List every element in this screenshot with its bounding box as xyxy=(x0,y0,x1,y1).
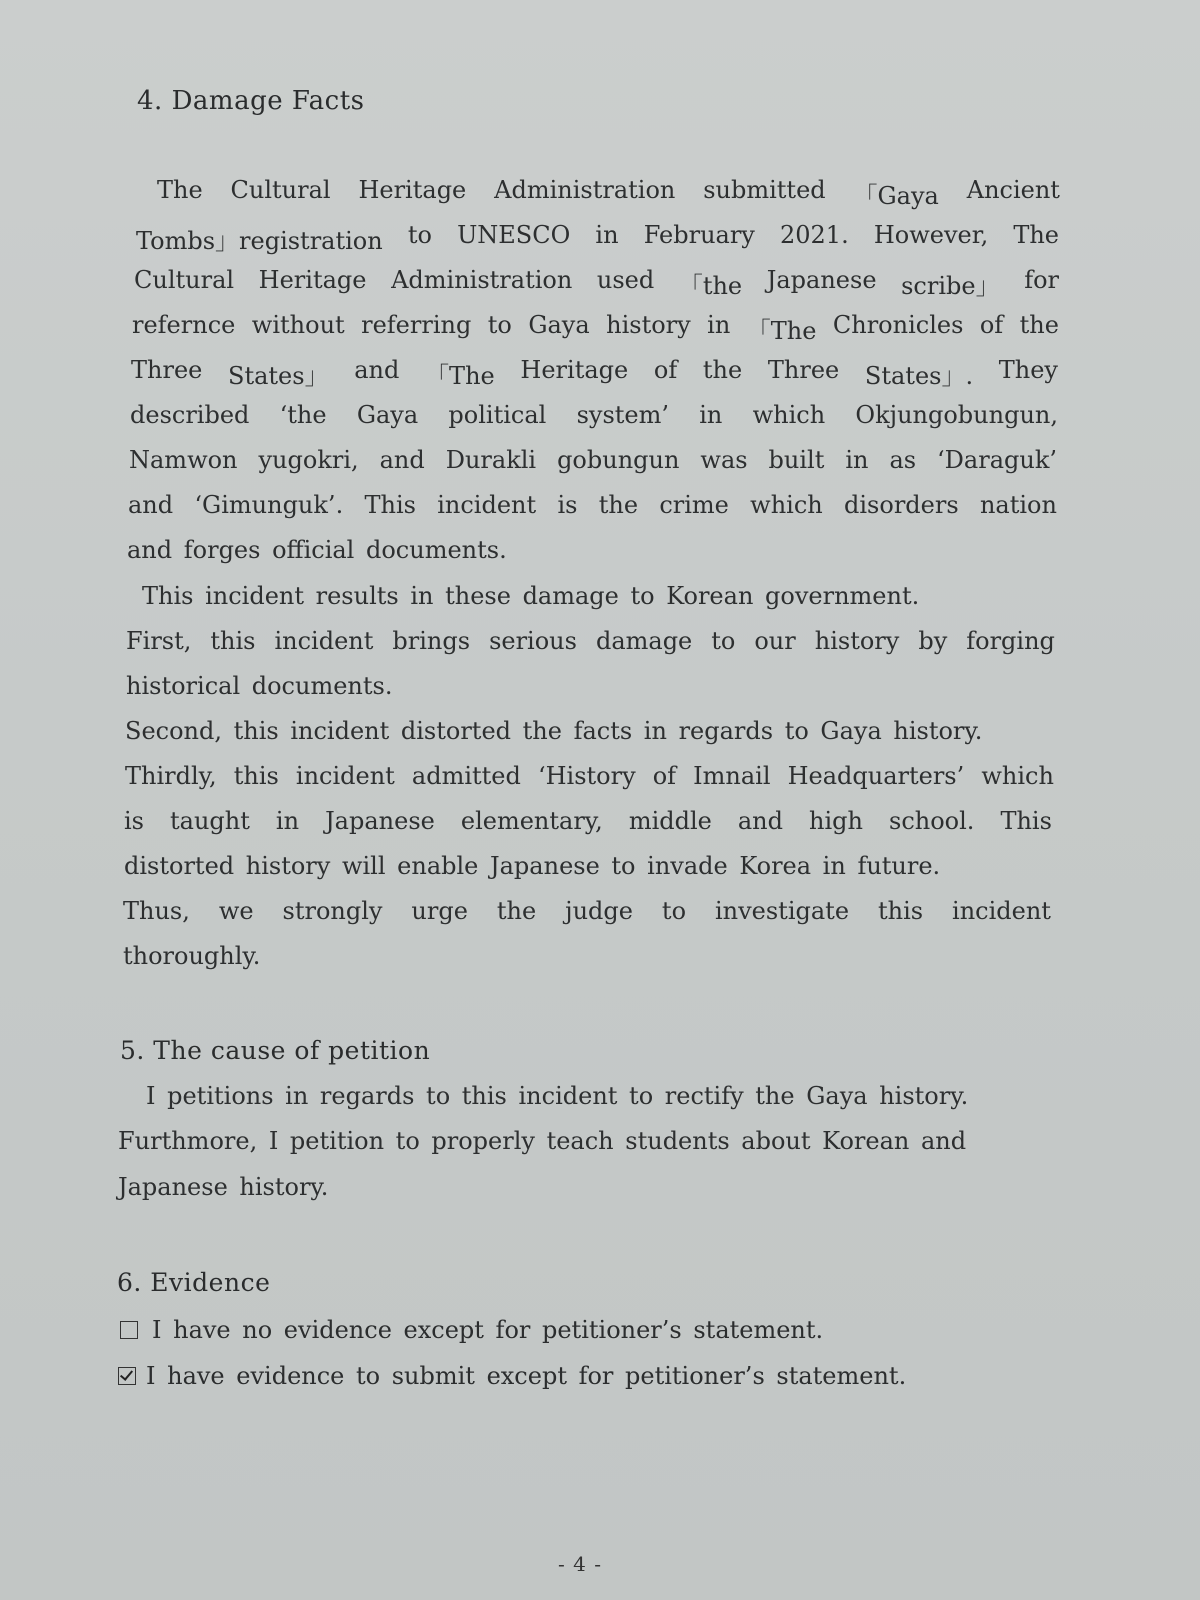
word: 2021. xyxy=(780,221,849,249)
word: Japanese xyxy=(325,807,435,835)
word: Japanese xyxy=(766,266,877,294)
word: this xyxy=(877,897,924,925)
paragraph-line xyxy=(131,356,1058,391)
evidence-option-label: I have evidence to submit except for petitioner’s statement. xyxy=(146,1362,907,1390)
word: submitted xyxy=(703,176,826,204)
paragraph-line: Second, this incident distorted the facts in regards to Gaya history. xyxy=(125,717,983,745)
word: used xyxy=(596,266,655,294)
word: UNESCO xyxy=(457,221,571,249)
word: described xyxy=(130,401,250,429)
section-4-heading: 4. Damage Facts xyxy=(137,86,365,116)
word: The xyxy=(1013,221,1059,249)
word: Gaya xyxy=(528,311,590,339)
word: crime xyxy=(659,491,729,519)
word: history xyxy=(606,311,691,339)
paragraph-line xyxy=(136,221,1059,256)
evidence-option-none[interactable] xyxy=(120,1316,823,1344)
word: in xyxy=(699,401,723,429)
word: Three xyxy=(131,356,203,384)
word: Three xyxy=(767,356,840,384)
word: is xyxy=(557,491,578,519)
word: Namwon xyxy=(129,446,238,474)
word: high xyxy=(809,807,863,835)
word: we xyxy=(218,897,254,925)
word: which xyxy=(750,491,823,519)
word: was xyxy=(700,446,748,474)
word: Tombs」registration xyxy=(136,227,383,255)
word: which xyxy=(981,762,1054,790)
word: Cultural xyxy=(230,176,331,204)
word: yugokri, xyxy=(258,446,359,474)
paragraph-line xyxy=(126,627,1055,655)
paragraph-line: I petitions in regards to this incident to rectify the Gaya history. xyxy=(146,1082,969,1110)
word: to xyxy=(487,311,512,339)
word: incident xyxy=(274,627,374,655)
word: of xyxy=(979,311,1004,339)
word: They xyxy=(998,356,1058,384)
word: in xyxy=(595,221,619,249)
word: incident xyxy=(295,762,395,790)
paragraph-line xyxy=(124,807,1052,835)
page-number: - 4 - xyxy=(558,1552,602,1576)
checkbox-checked-icon[interactable] xyxy=(118,1367,136,1385)
word: Administration xyxy=(391,266,573,294)
word: in xyxy=(707,311,731,339)
word: 「The xyxy=(746,317,817,345)
word: ‘Gimunguk’. xyxy=(194,491,344,519)
word: and xyxy=(737,807,784,835)
word: brings xyxy=(392,627,471,655)
word: history xyxy=(814,627,900,655)
word: in xyxy=(845,446,869,474)
word: as xyxy=(889,446,917,474)
paragraph-line xyxy=(134,266,1059,301)
word: built xyxy=(768,446,825,474)
word: First, xyxy=(126,627,192,655)
word: school. xyxy=(889,807,975,835)
word: elementary, xyxy=(460,807,603,835)
word: to xyxy=(661,897,687,925)
word: Thirdly, xyxy=(125,762,217,790)
word: Ancient xyxy=(966,176,1060,204)
word: which xyxy=(752,401,826,429)
word: Imnail xyxy=(693,762,771,790)
word: is xyxy=(124,807,144,835)
word: and xyxy=(354,356,400,384)
word: of xyxy=(652,762,677,790)
word: 「Gaya xyxy=(853,182,939,210)
paragraph-line xyxy=(130,401,1058,429)
paragraph-line: This incident results in these damage to Korean government. xyxy=(142,582,920,610)
word: Chronicles xyxy=(832,311,964,339)
word: and xyxy=(379,446,425,474)
word: by xyxy=(918,627,948,655)
word: and xyxy=(128,491,174,519)
word: middle xyxy=(628,807,712,835)
word: Administration xyxy=(494,176,676,204)
word: refernce xyxy=(132,311,236,339)
word: serious xyxy=(489,627,577,655)
word: ‘History xyxy=(537,762,636,790)
word: 「The xyxy=(425,362,495,390)
paragraph-line xyxy=(129,446,1057,474)
paragraph-line: Japanese history. xyxy=(118,1173,329,1201)
word: damage xyxy=(595,627,693,655)
word: system’ xyxy=(576,401,669,429)
word: referring xyxy=(361,311,472,339)
word: This xyxy=(1000,807,1052,835)
word: this xyxy=(233,762,279,790)
word: taught xyxy=(170,807,250,835)
word: ‘the xyxy=(279,401,327,429)
word: without xyxy=(251,311,345,339)
word: incident xyxy=(437,491,537,519)
word: our xyxy=(754,627,796,655)
word: scribe」 xyxy=(901,272,1000,300)
word: Gaya xyxy=(356,401,419,429)
word: This xyxy=(364,491,416,519)
paragraph-line: thoroughly. xyxy=(123,942,261,970)
paragraph-line xyxy=(125,762,1054,790)
word: Okjungobungun, xyxy=(855,401,1058,429)
evidence-option-submit[interactable] xyxy=(118,1362,906,1390)
word: gobungun xyxy=(557,446,680,474)
word: the xyxy=(702,356,743,384)
word: Durakli xyxy=(445,446,537,474)
paragraph-line xyxy=(123,897,1051,925)
paragraph-line xyxy=(128,491,1057,519)
word: ‘Daraguk’ xyxy=(937,446,1057,474)
word: States」 xyxy=(228,362,329,390)
word: February xyxy=(643,221,755,249)
paragraph-line: distorted history will enable Japanese to invade Korea in future. xyxy=(124,852,941,880)
word: the xyxy=(1019,311,1059,339)
word: in xyxy=(275,807,300,835)
word: Heritage xyxy=(258,266,367,294)
word: strongly xyxy=(282,897,383,925)
word: forging xyxy=(966,627,1055,655)
word: 「the xyxy=(678,272,743,300)
section-6-heading: 6. Evidence xyxy=(117,1268,271,1297)
word: Thus, xyxy=(123,897,190,925)
word: States」. xyxy=(864,362,974,390)
paragraph-line: and forges official documents. xyxy=(127,536,507,564)
word: incident xyxy=(952,897,1051,925)
word: the xyxy=(496,897,537,925)
word: Heritage xyxy=(520,356,629,384)
paragraph-line xyxy=(157,176,1060,211)
paragraph-line: Furthmore, I petition to properly teach students about Korean and xyxy=(118,1127,967,1155)
word: investigate xyxy=(714,897,850,925)
word: judge xyxy=(565,897,633,925)
paragraph-line xyxy=(132,311,1059,346)
paragraph-line: historical documents. xyxy=(126,672,393,700)
word: for xyxy=(1024,266,1059,294)
word: to xyxy=(711,627,736,655)
word: Heritage xyxy=(358,176,467,204)
word: of xyxy=(653,356,678,384)
word: However, xyxy=(873,221,989,249)
section-5-heading: 5. The cause of petition xyxy=(120,1036,431,1065)
word: political xyxy=(448,401,547,429)
word: to xyxy=(407,221,432,249)
word: The xyxy=(157,176,203,204)
word: this xyxy=(210,627,256,655)
word: urge xyxy=(411,897,468,925)
word: nation xyxy=(979,491,1057,519)
word: disorders xyxy=(844,491,959,519)
word: the xyxy=(598,491,639,519)
word: admitted xyxy=(411,762,521,790)
checkbox-unchecked-icon[interactable] xyxy=(120,1321,138,1339)
word: Cultural xyxy=(134,266,235,294)
evidence-option-label: I have no evidence except for petitioner’s statement. xyxy=(152,1316,824,1344)
word: Headquarters’ xyxy=(787,762,965,790)
